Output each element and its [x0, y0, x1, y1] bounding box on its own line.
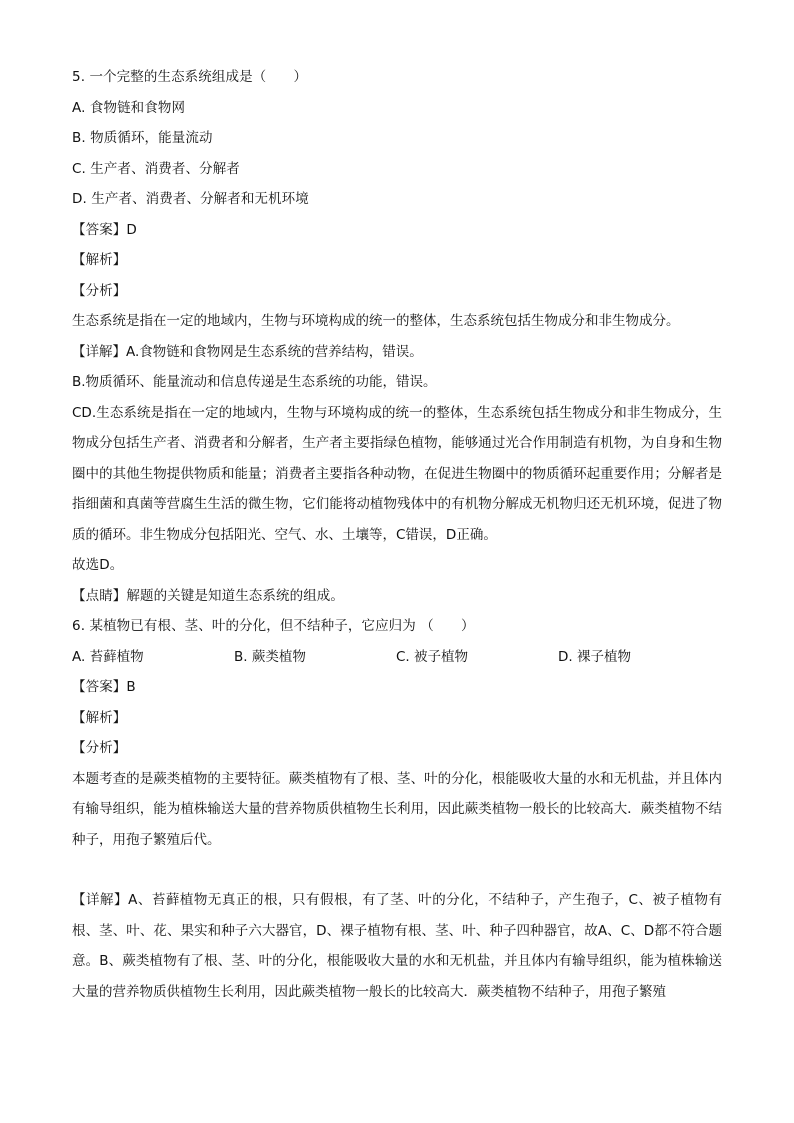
question-5-option-d: D. 生产者、消费者、分解者和无机环境	[72, 191, 309, 207]
question-5-option-a: A. 食物链和食物网	[72, 99, 186, 116]
question-5-stem: 5. 一个完整的生态系统组成是（ ）	[72, 69, 308, 85]
question-5-detail-cd: CD.生态系统是指在一定的地域内，生物与环境构成的统一的整体，生态系统包括生物成分和非生物成分，生物成分包括生产者、消费者和分解者，生产者主要指绿色植物，能够通过光合作用制造有机物，为自身和生物圈中的其他生物提供物质和能量；消费者主要指各种动物，在促进生物圈中的物质循环起重要作用；分解者是指细菌和真菌等营腐生生活的微生物，它们能将动植物残体中的有机物分解成无机物归还无机环境，促进了物质的循环。非生物成分包括阳光、空气、水、土壤等，C错误，D正确。	[72, 404, 722, 543]
question-5-detail-b: B.物质循环、能量流动和信息传递是生态系统的功能，错误。	[72, 374, 437, 390]
question-6-detail: 【详解】A、苔藓植物无真正的根，只有假根，有了茎、叶的分化，不结种子，产生孢子，C、被子植物有根、茎、叶、花、果实和种子六大器官，D、裸子植物有根、茎、叶、种子四种器官，故A、C、D都不符合题意。B、蕨类植物有了根、茎、叶的分化，根能吸收大量的水和无机盐，并且体内有输导组织，能为植株输送大量的营养物质供植物生长利用，因此蕨类植物一般长的比较高大．蕨类植物不结种子，用孢子繁殖	[72, 892, 722, 1000]
question-6-fenxi-text: 本题考查的是蕨类植物的主要特征。蕨类植物有了根、茎、叶的分化，根能吸收大量的水和无机盐，并且体内有输导组织，能为植株输送大量的营养物质供植物生长利用，因此蕨类植物一般长的比较高大．蕨类植物不结种子，用孢子繁殖后代。	[72, 770, 722, 848]
question-6-stem: 6. 某植物已有根、茎、叶的分化，但不结种子，它应归为 （ ）	[72, 618, 475, 634]
question-5-conclusion: 故选D。	[72, 557, 124, 573]
question-5-answer: 【答案】D	[72, 221, 137, 238]
question-5-fenxi-text: 生态系统是指在一定的地域内，生物与环境构成的统一的整体，生态系统包括生物成分和非生物成分。	[72, 313, 680, 329]
question-6-option-d: D. 裸子植物	[558, 648, 631, 665]
paragraph-spacer	[72, 855, 722, 885]
question-6-option-a: A. 苔藓植物	[72, 648, 144, 665]
question-5-option-c: C. 生产者、消费者、分解者	[72, 160, 240, 177]
question-6-option-c: C. 被子植物	[396, 648, 469, 665]
question-6-option-b: B. 蕨类植物	[234, 648, 306, 665]
question-5-key-point: 【点睛】解题的关键是知道生态系统的组成。	[72, 587, 344, 604]
question-5-detail-a: 【详解】A.食物链和食物网是生态系统的营养结构，错误。	[72, 343, 423, 360]
question-5-analysis-heading: 【解析】	[72, 252, 127, 268]
question-5-fenxi-heading: 【分析】	[72, 282, 127, 299]
question-6-options	[72, 642, 722, 673]
question-5-option-b: B. 物质循环，能量流动	[72, 130, 213, 146]
question-6-analysis-heading: 【解析】	[72, 709, 127, 726]
question-6-fenxi-heading: 【分析】	[72, 740, 127, 756]
document-page	[72, 62, 722, 1007]
question-6-answer: 【答案】B	[72, 679, 136, 695]
